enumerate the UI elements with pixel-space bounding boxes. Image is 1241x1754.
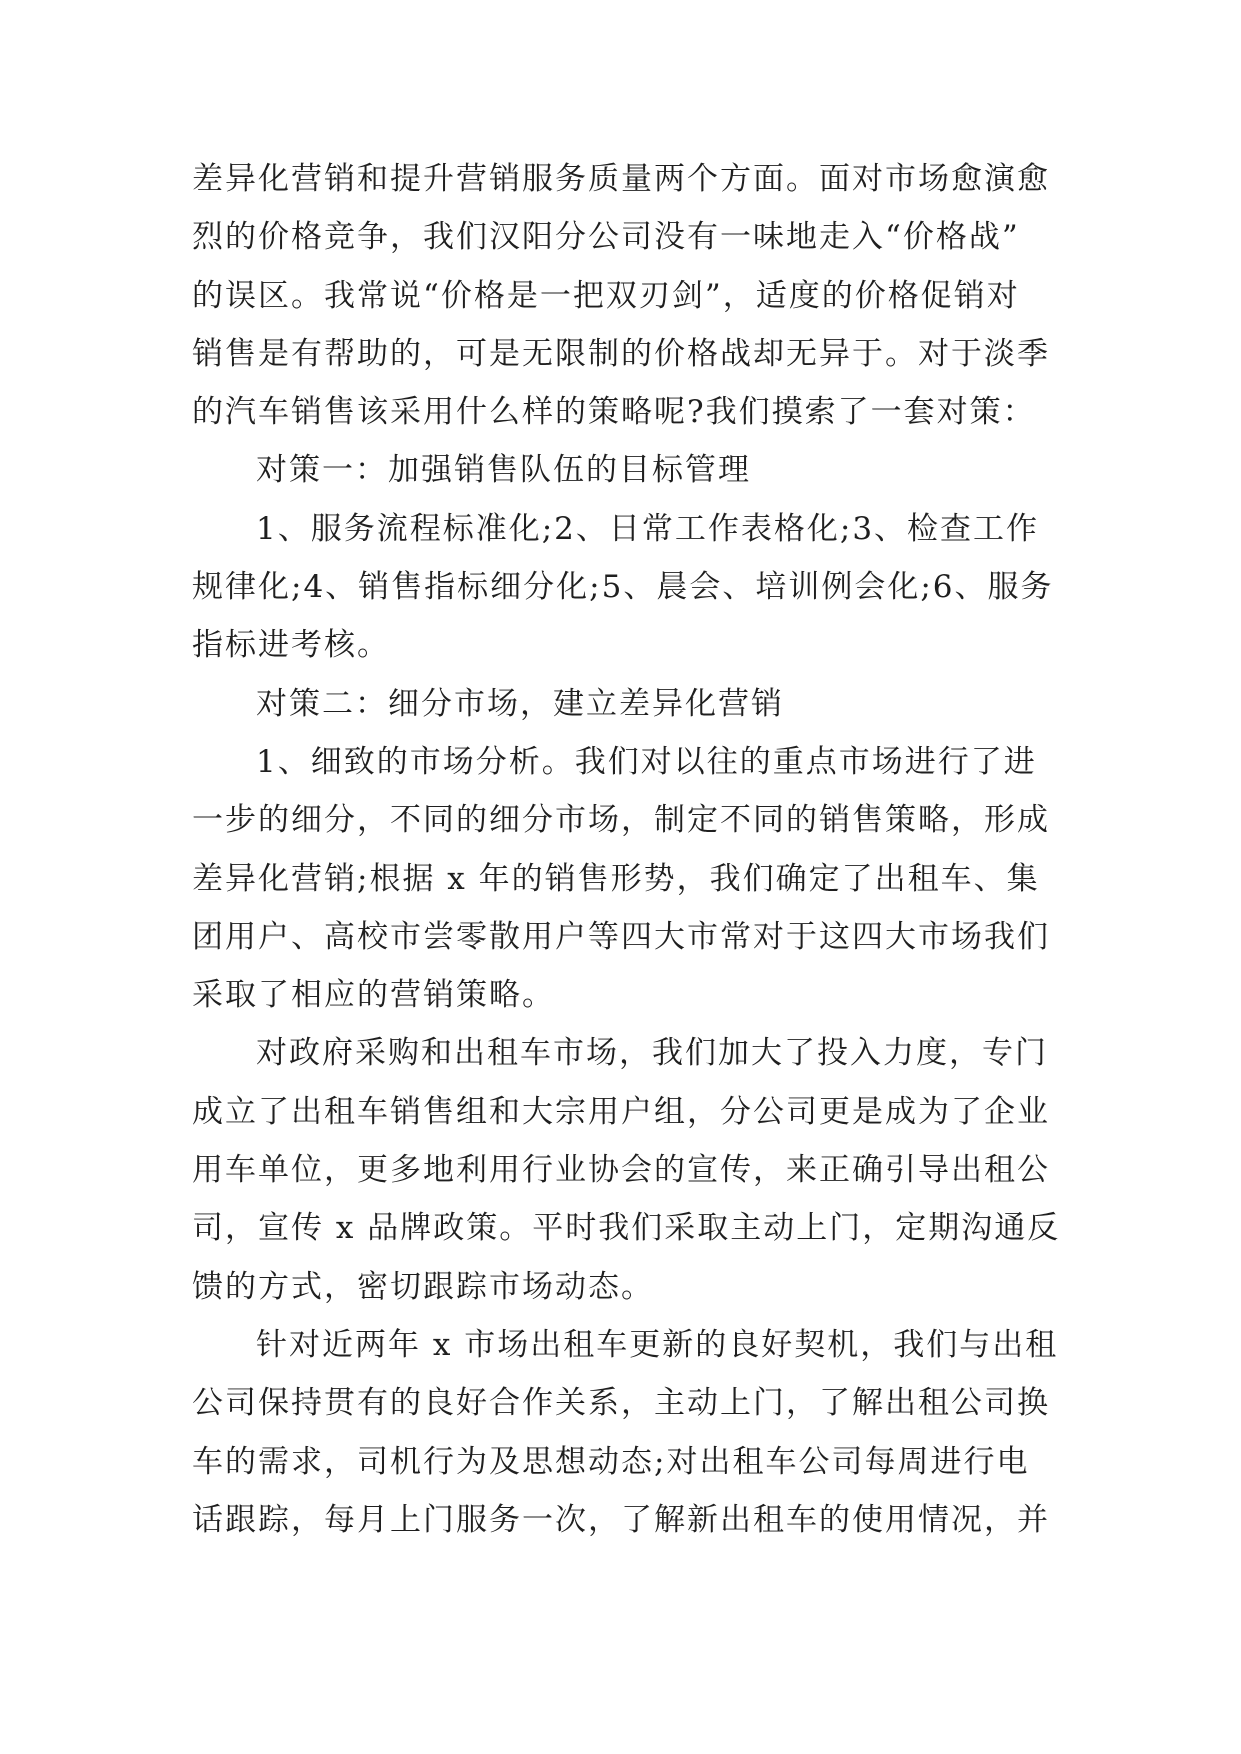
document-body [192,150,1061,1549]
text-line: 的汽车销售该采用什么样的策略呢?我们摸索了一套对策： [192,394,1036,431]
text-line: 针对近两年 x 市场出租车更新的良好契机，我们与出租 [256,1326,1059,1363]
text-line: 团用户、高校市尝零散用户等四大市常对于这四大市场我们 [192,918,1050,955]
text-line: 馈的方式，密切跟踪市场动态。 [192,1268,654,1305]
text-line: 销售是有帮助的，可是无限制的价格战却无异于。对于淡季 [192,335,1050,372]
text-line: 话跟踪，每月上门服务一次，了解新出租车的使用情况，并 [192,1501,1050,1538]
text-line: 规律化;4、销售指标细分化;5、晨会、培训例会化;6、服务 [192,569,1054,606]
text-line: 一步的细分，不同的细分市场，制定不同的销售策略，形成 [192,802,1050,839]
text-line: 指标进考核。 [192,627,390,664]
text-line: 烈的价格竞争，我们汉阳分公司没有一味地走入“价格战” [192,219,1020,256]
text-line: 成立了出租车销售组和大宗用户组，分公司更是成为了企业 [192,1093,1050,1130]
text-line: 差异化营销;根据 x 年的销售形势，我们确定了出租车、集 [192,860,1040,897]
text-line: 1、服务流程标准化;2、日常工作表格化;3、检查工作 [256,510,1040,547]
section-heading: 对策二：细分市场，建立差异化营销 [256,685,784,722]
text-line: 车的需求，司机行为及思想动态;对出租车公司每周进行电 [192,1443,1030,1480]
text-line: 采取了相应的营销策略。 [192,977,555,1014]
text-line: 1、细致的市场分析。我们对以往的重点市场进行了进 [256,743,1037,780]
text-line: 用车单位，更多地利用行业协会的宣传，来正确引导出租公 [192,1152,1050,1189]
text-line: 的误区。我常说“价格是一把双刃剑”，适度的价格促销对 [192,277,1020,314]
text-line: 司，宣传 x 品牌政策。平时我们采取主动上门，定期沟通反 [192,1210,1061,1247]
text-line: 公司保持贯有的良好合作关系，主动上门，了解出租公司换 [192,1385,1050,1422]
section-heading: 对策一：加强销售队伍的目标管理 [256,452,751,489]
text-line: 对政府采购和出租车市场，我们加大了投入力度，专门 [256,1035,1048,1072]
text-line: 差异化营销和提升营销服务质量两个方面。面对市场愈演愈 [192,161,1050,197]
